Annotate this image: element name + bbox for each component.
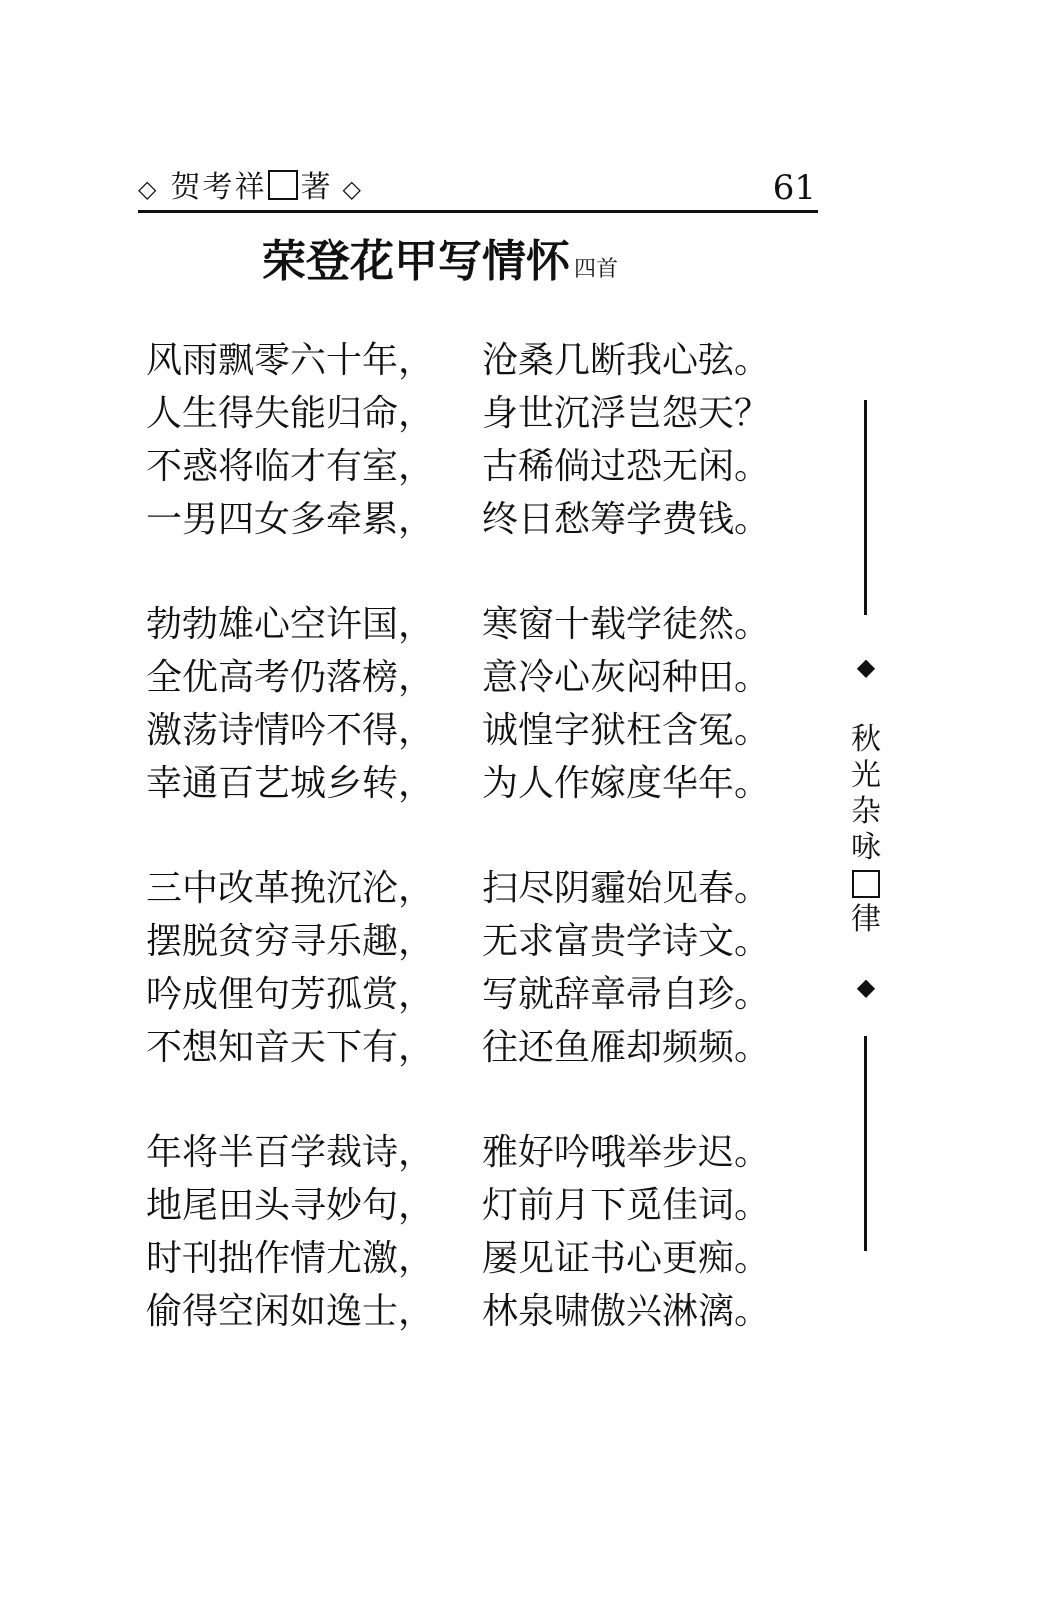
side-rule-top	[864, 400, 867, 615]
side-char: 光	[851, 758, 881, 793]
line-first-half: 年将半百学裁诗，	[146, 1132, 435, 1173]
line-first-half: 摆脱贫穷寻乐趣，	[146, 921, 435, 962]
line-first-half: 激荡诗情吟不得，	[146, 710, 435, 751]
line-second-half: 意冷心灰闷种田。	[482, 657, 771, 698]
side-char: 律	[851, 902, 881, 937]
line-second-half: 沧桑几断我心弦。	[482, 340, 771, 381]
line-second-half: 灯前月下觅佳词。	[482, 1185, 771, 1226]
poem-line	[146, 1126, 786, 1179]
side-diamond-bottom-icon: ◆	[856, 973, 876, 1001]
poem-title	[262, 232, 618, 300]
line-second-half: 诚惶字狱枉含冤。	[482, 710, 771, 751]
side-section-title	[846, 722, 886, 938]
line-second-half: 终日愁筹学费钱。	[482, 499, 771, 540]
poem-line	[146, 1285, 786, 1338]
header-author-suffix: 著	[300, 170, 333, 205]
poem-line	[146, 598, 786, 651]
stanza	[146, 862, 786, 1074]
line-second-half: 林泉啸傲兴淋漓。	[482, 1291, 771, 1332]
line-first-half: 三中改革挽沉沦，	[146, 868, 435, 909]
poem-line	[146, 493, 786, 546]
stanza	[146, 1126, 786, 1338]
page-number: 61	[772, 168, 816, 208]
line-second-half: 无求富贵学诗文。	[482, 921, 771, 962]
poem-line	[146, 440, 786, 493]
poem-line	[146, 704, 786, 757]
header-author-block	[138, 168, 361, 209]
line-second-half: 写就辞章帚自珍。	[482, 974, 771, 1015]
poem-title-main: 荣登花甲写情怀	[262, 236, 570, 287]
line-first-half: 人生得失能归命，	[146, 393, 435, 434]
line-first-half: 风雨飘零六十年，	[146, 340, 435, 381]
poem-line	[146, 1021, 786, 1074]
header-separator-box	[268, 170, 298, 200]
poem-line	[146, 1232, 786, 1285]
side-diamond-top-icon: ◆	[856, 653, 876, 681]
header-author	[170, 170, 332, 205]
line-first-half: 地尾田头寻妙句，	[146, 1185, 435, 1226]
poem-body	[146, 334, 786, 1390]
poem-line	[146, 915, 786, 968]
poem-line	[146, 757, 786, 810]
line-second-half: 古稀倘过恐无闲。	[482, 446, 771, 487]
line-second-half: 扫尽阴霾始见春。	[482, 868, 771, 909]
side-rule-bottom	[864, 1036, 867, 1251]
poem-title-sub: 四首	[574, 257, 619, 282]
line-second-half: 身世沉浮岂怨天？	[482, 393, 771, 434]
line-first-half: 不惑将临才有室，	[146, 446, 435, 487]
header-author-name: 贺考祥	[170, 170, 267, 205]
line-second-half: 往还鱼雁却频频。	[482, 1027, 771, 1068]
line-first-half: 偷得空闲如逸士，	[146, 1291, 435, 1332]
line-first-half: 不想知音天下有，	[146, 1027, 435, 1068]
poem-line	[146, 862, 786, 915]
side-separator-box	[852, 870, 880, 898]
stanza	[146, 334, 786, 546]
line-second-half: 屡见证书心更痴。	[482, 1238, 771, 1279]
side-char: 杂	[851, 794, 881, 829]
line-first-half: 幸通百艺城乡转，	[146, 763, 435, 804]
line-first-half: 一男四女多牵累，	[146, 499, 435, 540]
header-right-diamond-icon: ◇	[342, 175, 361, 203]
line-first-half: 时刊拙作情尤激，	[146, 1238, 435, 1279]
line-second-half: 为人作嫁度华年。	[482, 763, 771, 804]
poem-line	[146, 387, 786, 440]
line-first-half: 全优高考仍落榜，	[146, 657, 435, 698]
side-section-marker	[846, 400, 886, 1260]
line-first-half: 吟成俚句芳孤赏，	[146, 974, 435, 1015]
poem-line	[146, 334, 786, 387]
line-second-half: 寒窗十载学徒然。	[482, 604, 771, 645]
running-header	[138, 166, 818, 213]
poem-line	[146, 968, 786, 1021]
side-char: 咏	[851, 830, 881, 865]
line-second-half: 雅好吟哦举步迟。	[482, 1132, 771, 1173]
poem-line	[146, 1179, 786, 1232]
poem-line	[146, 651, 786, 704]
header-left-diamond-icon: ◇	[138, 175, 157, 203]
side-char: 秋	[851, 722, 881, 757]
line-first-half: 勃勃雄心空许国，	[146, 604, 435, 645]
stanza	[146, 598, 786, 810]
